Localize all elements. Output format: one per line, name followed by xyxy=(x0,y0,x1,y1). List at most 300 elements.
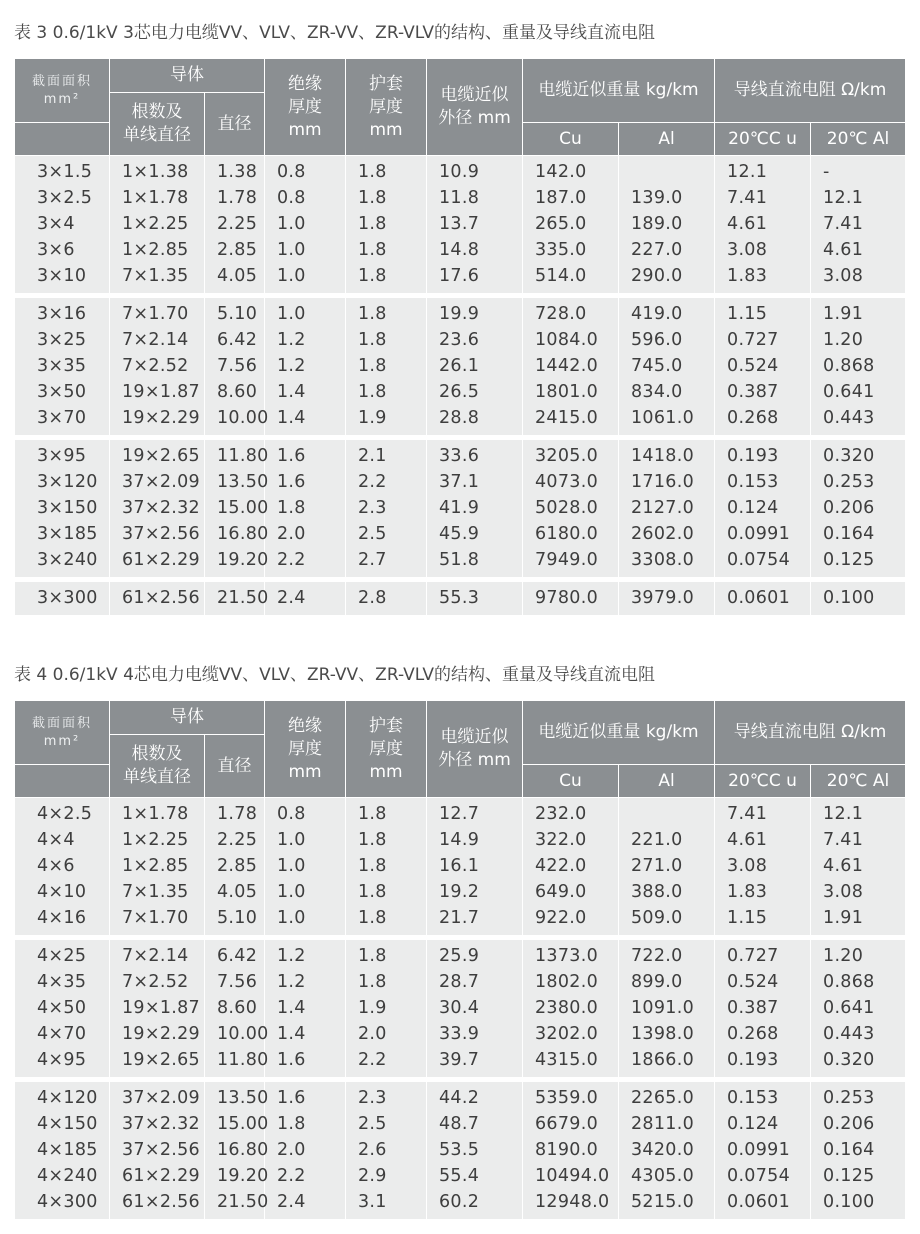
cell-outer-dia: 33.6 xyxy=(427,440,523,469)
cell-diameter: 2.85 xyxy=(205,853,265,879)
cell-strand: 7×2.14 xyxy=(110,327,205,353)
cell-sheath: 2.1 xyxy=(346,440,427,469)
cell-diameter: 16.80 xyxy=(205,1137,265,1163)
header-conductor: 导体 xyxy=(110,701,265,735)
cell-diameter: 11.80 xyxy=(205,440,265,469)
table-3-caption: 表 3 0.6/1kV 3芯电力电缆VV、VLV、ZR-VV、ZR-VLV的结构、重量及导线直流电阻 xyxy=(14,23,655,43)
cell-outer-dia: 30.4 xyxy=(427,995,523,1021)
cell-sheath: 2.8 xyxy=(346,582,427,615)
cell-sheath: 1.8 xyxy=(346,853,427,879)
cell-diameter: 5.10 xyxy=(205,905,265,935)
cell-res-al: 0.206 xyxy=(811,495,906,521)
header-insulation-text: 绝缘厚度mm xyxy=(288,715,322,782)
cell-area: 3×50 xyxy=(15,379,110,405)
cell-res-al: 0.164 xyxy=(811,1137,906,1163)
cell-outer-dia: 45.9 xyxy=(427,521,523,547)
cell-diameter: 2.25 xyxy=(205,827,265,853)
cell-strand: 61×2.56 xyxy=(110,582,205,615)
table-row xyxy=(15,969,906,995)
header-outer-dia-text: 电缆近似外径 mm xyxy=(438,85,511,128)
header-strand-line2: 单线直径 xyxy=(123,767,191,787)
cell-area: 3×240 xyxy=(15,547,110,577)
cell-outer-dia: 51.8 xyxy=(427,547,523,577)
cell-res-al: 7.41 xyxy=(811,211,906,237)
header-insulation-text: 绝缘厚度mm xyxy=(288,73,322,140)
cell-outer-dia: 60.2 xyxy=(427,1189,523,1219)
cell-res-cu: 1.83 xyxy=(715,263,811,293)
cell-res-al: 4.61 xyxy=(811,237,906,263)
table-row xyxy=(15,440,906,469)
cell-weight-cu: 922.0 xyxy=(523,905,619,935)
cell-sheath: 2.5 xyxy=(346,1111,427,1137)
cell-area: 4×120 xyxy=(15,1082,110,1111)
cell-weight-cu: 7949.0 xyxy=(523,547,619,577)
cell-res-cu: 0.153 xyxy=(715,1082,811,1111)
cell-weight-al: 3308.0 xyxy=(619,547,715,577)
cell-weight-al: 722.0 xyxy=(619,940,715,969)
cell-insulation: 1.4 xyxy=(265,995,346,1021)
cell-weight-cu: 322.0 xyxy=(523,827,619,853)
cell-strand: 37×2.56 xyxy=(110,1137,205,1163)
cell-res-al: 1.20 xyxy=(811,327,906,353)
table-row xyxy=(15,879,906,905)
cell-res-al: 0.443 xyxy=(811,1021,906,1047)
table-row xyxy=(15,1111,906,1137)
cell-outer-dia: 25.9 xyxy=(427,940,523,969)
cell-diameter: 15.00 xyxy=(205,495,265,521)
table-row xyxy=(15,1163,906,1189)
cell-diameter: 10.00 xyxy=(205,405,265,435)
cell-diameter: 15.00 xyxy=(205,1111,265,1137)
cell-res-al: 0.320 xyxy=(811,440,906,469)
table-4 xyxy=(14,700,906,1219)
cell-weight-cu: 335.0 xyxy=(523,237,619,263)
cell-weight-al: 227.0 xyxy=(619,237,715,263)
cell-weight-cu: 3205.0 xyxy=(523,440,619,469)
table-row xyxy=(15,298,906,327)
cell-strand: 1×2.25 xyxy=(110,211,205,237)
table-row xyxy=(15,1137,906,1163)
cell-res-cu: 12.1 xyxy=(715,156,811,186)
cell-strand: 19×2.65 xyxy=(110,440,205,469)
cell-outer-dia: 55.3 xyxy=(427,582,523,615)
cell-res-al: 1.91 xyxy=(811,905,906,935)
cell-res-cu: 0.0754 xyxy=(715,1163,811,1189)
cell-res-al: 0.125 xyxy=(811,1163,906,1189)
cell-outer-dia: 33.9 xyxy=(427,1021,523,1047)
cell-area: 4×2.5 xyxy=(15,798,110,828)
table-row xyxy=(15,405,906,435)
cell-area: 3×70 xyxy=(15,405,110,435)
cell-outer-dia: 19.2 xyxy=(427,879,523,905)
table-row xyxy=(15,827,906,853)
table-row xyxy=(15,1082,906,1111)
cell-sheath: 2.2 xyxy=(346,469,427,495)
table-3-body xyxy=(15,156,906,616)
header-conductor: 导体 xyxy=(110,59,265,93)
table-3 xyxy=(14,58,906,615)
cell-diameter: 8.60 xyxy=(205,995,265,1021)
cell-outer-dia: 44.2 xyxy=(427,1082,523,1111)
cell-weight-cu: 4073.0 xyxy=(523,469,619,495)
cell-weight-al: 834.0 xyxy=(619,379,715,405)
cell-weight-al: 290.0 xyxy=(619,263,715,293)
cell-area: 4×150 xyxy=(15,1111,110,1137)
header-sheath-text: 护套厚度mm xyxy=(369,73,403,140)
cell-res-al: 4.61 xyxy=(811,853,906,879)
cell-area: 4×300 xyxy=(15,1189,110,1219)
cell-diameter: 6.42 xyxy=(205,940,265,969)
cell-insulation: 1.2 xyxy=(265,969,346,995)
header-strand xyxy=(110,735,205,798)
cell-weight-cu: 2380.0 xyxy=(523,995,619,1021)
cell-weight-cu: 187.0 xyxy=(523,185,619,211)
table-row xyxy=(15,798,906,828)
cell-diameter: 11.80 xyxy=(205,1047,265,1077)
cell-sheath: 2.5 xyxy=(346,521,427,547)
table-row xyxy=(15,995,906,1021)
cell-res-cu: 0.0991 xyxy=(715,521,811,547)
cell-sheath: 2.3 xyxy=(346,1082,427,1111)
header-cu: Cu xyxy=(523,123,619,156)
cell-outer-dia: 26.5 xyxy=(427,379,523,405)
header-weight: 电缆近似重量 kg/km xyxy=(523,59,715,123)
table-row xyxy=(15,1047,906,1077)
cell-area: 4×4 xyxy=(15,827,110,853)
cell-area: 3×25 xyxy=(15,327,110,353)
cell-insulation: 1.4 xyxy=(265,405,346,435)
cell-insulation: 1.6 xyxy=(265,1082,346,1111)
cell-res-al: 3.08 xyxy=(811,263,906,293)
cell-insulation: 1.8 xyxy=(265,495,346,521)
cell-strand: 7×2.52 xyxy=(110,353,205,379)
cell-res-al: 0.253 xyxy=(811,1082,906,1111)
table-row xyxy=(15,547,906,577)
cell-res-al: 0.868 xyxy=(811,353,906,379)
header-weight: 电缆近似重量 kg/km xyxy=(523,701,715,765)
cell-res-cu: 0.193 xyxy=(715,1047,811,1077)
header-resistance: 导线直流电阻 Ω/km xyxy=(715,59,906,123)
cell-res-cu: 0.268 xyxy=(715,405,811,435)
cell-res-al: 1.91 xyxy=(811,298,906,327)
cell-insulation: 1.2 xyxy=(265,353,346,379)
cell-diameter: 2.25 xyxy=(205,211,265,237)
cell-sheath: 3.1 xyxy=(346,1189,427,1219)
cell-strand: 7×1.35 xyxy=(110,879,205,905)
cell-res-al: 0.641 xyxy=(811,379,906,405)
cell-res-cu: 0.153 xyxy=(715,469,811,495)
cell-res-cu: 3.08 xyxy=(715,853,811,879)
cell-weight-al: 1418.0 xyxy=(619,440,715,469)
cell-sheath: 1.8 xyxy=(346,798,427,828)
cell-res-cu: 3.08 xyxy=(715,237,811,263)
cell-weight-al: 2127.0 xyxy=(619,495,715,521)
cell-diameter: 8.60 xyxy=(205,379,265,405)
cell-weight-cu: 232.0 xyxy=(523,798,619,828)
cell-insulation: 2.4 xyxy=(265,582,346,615)
cell-res-cu: 1.83 xyxy=(715,879,811,905)
cell-weight-cu: 1802.0 xyxy=(523,969,619,995)
cell-outer-dia: 39.7 xyxy=(427,1047,523,1077)
cell-area: 3×150 xyxy=(15,495,110,521)
cell-diameter: 21.50 xyxy=(205,582,265,615)
cell-weight-cu: 649.0 xyxy=(523,879,619,905)
cell-insulation: 0.8 xyxy=(265,185,346,211)
cell-outer-dia: 53.5 xyxy=(427,1137,523,1163)
cell-strand: 19×2.29 xyxy=(110,1021,205,1047)
cell-sheath: 1.8 xyxy=(346,905,427,935)
cell-res-al: 0.641 xyxy=(811,995,906,1021)
cell-weight-cu: 4315.0 xyxy=(523,1047,619,1077)
cell-res-cu: 0.387 xyxy=(715,995,811,1021)
cell-strand: 1×2.85 xyxy=(110,853,205,879)
cell-res-al: 0.320 xyxy=(811,1047,906,1077)
cell-diameter: 13.50 xyxy=(205,1082,265,1111)
cell-res-cu: 0.0991 xyxy=(715,1137,811,1163)
cell-outer-dia: 19.9 xyxy=(427,298,523,327)
cell-insulation: 0.8 xyxy=(265,156,346,186)
cell-weight-al: 1091.0 xyxy=(619,995,715,1021)
cell-area: 4×16 xyxy=(15,905,110,935)
header-area: 截面面积 mm² xyxy=(15,59,110,123)
cell-weight-al: 419.0 xyxy=(619,298,715,327)
cell-weight-cu: 1373.0 xyxy=(523,940,619,969)
header-outer-dia xyxy=(427,59,523,156)
cell-strand: 37×2.09 xyxy=(110,469,205,495)
cell-area: 3×95 xyxy=(15,440,110,469)
cell-sheath: 1.8 xyxy=(346,940,427,969)
cell-diameter: 6.42 xyxy=(205,327,265,353)
cell-sheath: 1.8 xyxy=(346,827,427,853)
cell-sheath: 2.2 xyxy=(346,1047,427,1077)
cell-area: 4×95 xyxy=(15,1047,110,1077)
cell-weight-cu: 3202.0 xyxy=(523,1021,619,1047)
cell-res-cu: 7.41 xyxy=(715,185,811,211)
cell-diameter: 19.20 xyxy=(205,1163,265,1189)
cell-diameter: 4.05 xyxy=(205,263,265,293)
cell-insulation: 1.0 xyxy=(265,853,346,879)
cell-diameter: 7.56 xyxy=(205,969,265,995)
cell-strand: 19×2.29 xyxy=(110,405,205,435)
cell-weight-cu: 1801.0 xyxy=(523,379,619,405)
cell-insulation: 1.6 xyxy=(265,440,346,469)
cell-strand: 19×2.65 xyxy=(110,1047,205,1077)
cell-sheath: 2.7 xyxy=(346,547,427,577)
cell-diameter: 21.50 xyxy=(205,1189,265,1219)
cell-res-cu: 0.0601 xyxy=(715,582,811,615)
cell-weight-al: 2602.0 xyxy=(619,521,715,547)
header-al: Al xyxy=(619,765,715,798)
cell-strand: 1×2.85 xyxy=(110,237,205,263)
cell-res-al: 12.1 xyxy=(811,798,906,828)
cell-outer-dia: 26.1 xyxy=(427,353,523,379)
cell-weight-al: 1866.0 xyxy=(619,1047,715,1077)
cell-res-al: 0.206 xyxy=(811,1111,906,1137)
cell-area: 4×6 xyxy=(15,853,110,879)
cell-res-cu: 0.0754 xyxy=(715,547,811,577)
cell-area: 4×185 xyxy=(15,1137,110,1163)
header-resistance: 导线直流电阻 Ω/km xyxy=(715,701,906,765)
cell-weight-al: 5215.0 xyxy=(619,1189,715,1219)
header-diameter: 直径 xyxy=(205,735,265,798)
cell-res-cu: 0.0601 xyxy=(715,1189,811,1219)
table-row xyxy=(15,185,906,211)
table-row xyxy=(15,582,906,615)
cell-weight-al: 189.0 xyxy=(619,211,715,237)
cell-diameter: 1.38 xyxy=(205,156,265,186)
cell-diameter: 19.20 xyxy=(205,547,265,577)
cell-outer-dia: 23.6 xyxy=(427,327,523,353)
cell-outer-dia: 16.1 xyxy=(427,853,523,879)
cell-weight-al: 1398.0 xyxy=(619,1021,715,1047)
table-row xyxy=(15,263,906,293)
cell-weight-cu: 2415.0 xyxy=(523,405,619,435)
cell-res-cu: 0.124 xyxy=(715,495,811,521)
cell-weight-al xyxy=(619,156,715,186)
cell-insulation: 1.6 xyxy=(265,469,346,495)
cell-insulation: 1.4 xyxy=(265,379,346,405)
cell-res-cu: 0.268 xyxy=(715,1021,811,1047)
table-row xyxy=(15,353,906,379)
cell-sheath: 1.8 xyxy=(346,156,427,186)
header-strand-line1: 根数及 xyxy=(131,102,183,122)
cell-weight-cu: 422.0 xyxy=(523,853,619,879)
cell-insulation: 1.8 xyxy=(265,1111,346,1137)
cell-diameter: 5.10 xyxy=(205,298,265,327)
cell-diameter: 16.80 xyxy=(205,521,265,547)
cell-sheath: 1.8 xyxy=(346,353,427,379)
cell-weight-al: 1716.0 xyxy=(619,469,715,495)
cell-res-cu: 4.61 xyxy=(715,211,811,237)
cell-strand: 1×1.78 xyxy=(110,798,205,828)
cell-weight-cu: 1442.0 xyxy=(523,353,619,379)
cell-outer-dia: 12.7 xyxy=(427,798,523,828)
cell-res-al: 12.1 xyxy=(811,185,906,211)
cell-sheath: 2.9 xyxy=(346,1163,427,1189)
cell-area: 4×70 xyxy=(15,1021,110,1047)
cell-res-al: 0.443 xyxy=(811,405,906,435)
cell-res-al: 0.164 xyxy=(811,521,906,547)
cell-insulation: 1.0 xyxy=(265,879,346,905)
cell-res-cu: 1.15 xyxy=(715,298,811,327)
cell-res-al: - xyxy=(811,156,906,186)
cell-res-cu: 0.524 xyxy=(715,353,811,379)
cell-area: 3×16 xyxy=(15,298,110,327)
cell-diameter: 10.00 xyxy=(205,1021,265,1047)
cell-diameter: 1.78 xyxy=(205,185,265,211)
header-res-al: 20℃ Al xyxy=(811,765,906,798)
cell-area: 3×6 xyxy=(15,237,110,263)
cell-area: 4×10 xyxy=(15,879,110,905)
cell-area: 3×10 xyxy=(15,263,110,293)
cell-area: 3×2.5 xyxy=(15,185,110,211)
cell-weight-cu: 6180.0 xyxy=(523,521,619,547)
cell-area: 3×35 xyxy=(15,353,110,379)
cell-diameter: 1.78 xyxy=(205,798,265,828)
cell-res-cu: 0.524 xyxy=(715,969,811,995)
cell-weight-al: 221.0 xyxy=(619,827,715,853)
cell-weight-cu: 12948.0 xyxy=(523,1189,619,1219)
cell-weight-al: 509.0 xyxy=(619,905,715,935)
cell-sheath: 1.8 xyxy=(346,969,427,995)
cell-insulation: 2.0 xyxy=(265,521,346,547)
cell-weight-al: 271.0 xyxy=(619,853,715,879)
cell-weight-al: 596.0 xyxy=(619,327,715,353)
header-outer-dia-text: 电缆近似外径 mm xyxy=(438,727,511,770)
cell-outer-dia: 41.9 xyxy=(427,495,523,521)
cell-res-al: 0.100 xyxy=(811,1189,906,1219)
cell-outer-dia: 14.8 xyxy=(427,237,523,263)
cell-outer-dia: 10.9 xyxy=(427,156,523,186)
table-row xyxy=(15,211,906,237)
cell-sheath: 2.6 xyxy=(346,1137,427,1163)
cell-sheath: 1.8 xyxy=(346,211,427,237)
cell-area: 3×1.5 xyxy=(15,156,110,186)
header-strand xyxy=(110,93,205,156)
cell-sheath: 2.0 xyxy=(346,1021,427,1047)
cell-area: 3×185 xyxy=(15,521,110,547)
table-row xyxy=(15,156,906,186)
cell-strand: 7×1.35 xyxy=(110,263,205,293)
cell-sheath: 1.8 xyxy=(346,879,427,905)
cell-res-al: 0.100 xyxy=(811,582,906,615)
cell-area: 3×120 xyxy=(15,469,110,495)
cell-weight-cu: 728.0 xyxy=(523,298,619,327)
table-row xyxy=(15,1021,906,1047)
header-res-cu: 20℃C u xyxy=(715,765,811,798)
cell-weight-al: 2811.0 xyxy=(619,1111,715,1137)
cell-res-cu: 0.727 xyxy=(715,940,811,969)
cell-res-cu: 0.387 xyxy=(715,379,811,405)
cell-outer-dia: 11.8 xyxy=(427,185,523,211)
cell-weight-cu: 8190.0 xyxy=(523,1137,619,1163)
header-sheath xyxy=(346,59,427,156)
cell-sheath: 1.8 xyxy=(346,379,427,405)
cell-insulation: 1.0 xyxy=(265,905,346,935)
header-insulation xyxy=(265,59,346,156)
cell-area: 3×300 xyxy=(15,582,110,615)
cell-insulation: 1.2 xyxy=(265,327,346,353)
cell-sheath: 1.8 xyxy=(346,298,427,327)
header-area-blank xyxy=(15,123,110,156)
cell-weight-cu: 9780.0 xyxy=(523,582,619,615)
cell-outer-dia: 55.4 xyxy=(427,1163,523,1189)
cell-strand: 37×2.56 xyxy=(110,521,205,547)
cell-diameter: 13.50 xyxy=(205,469,265,495)
cell-weight-al: 1061.0 xyxy=(619,405,715,435)
cell-insulation: 1.2 xyxy=(265,940,346,969)
header-area-blank xyxy=(15,765,110,798)
cell-area: 4×35 xyxy=(15,969,110,995)
cell-res-cu: 0.193 xyxy=(715,440,811,469)
cell-area: 4×240 xyxy=(15,1163,110,1189)
cell-insulation: 1.6 xyxy=(265,1047,346,1077)
cell-weight-cu: 142.0 xyxy=(523,156,619,186)
header-res-cu: 20℃C u xyxy=(715,123,811,156)
table-row xyxy=(15,327,906,353)
cell-res-cu: 1.15 xyxy=(715,905,811,935)
cell-sheath: 1.8 xyxy=(346,327,427,353)
cell-weight-al: 3420.0 xyxy=(619,1137,715,1163)
table-row xyxy=(15,379,906,405)
header-strand-line2: 单线直径 xyxy=(123,125,191,145)
cell-strand: 37×2.09 xyxy=(110,1082,205,1111)
header-cu: Cu xyxy=(523,765,619,798)
cell-weight-al: 4305.0 xyxy=(619,1163,715,1189)
cell-strand: 7×2.14 xyxy=(110,940,205,969)
cell-strand: 7×1.70 xyxy=(110,905,205,935)
cell-res-cu: 4.61 xyxy=(715,827,811,853)
